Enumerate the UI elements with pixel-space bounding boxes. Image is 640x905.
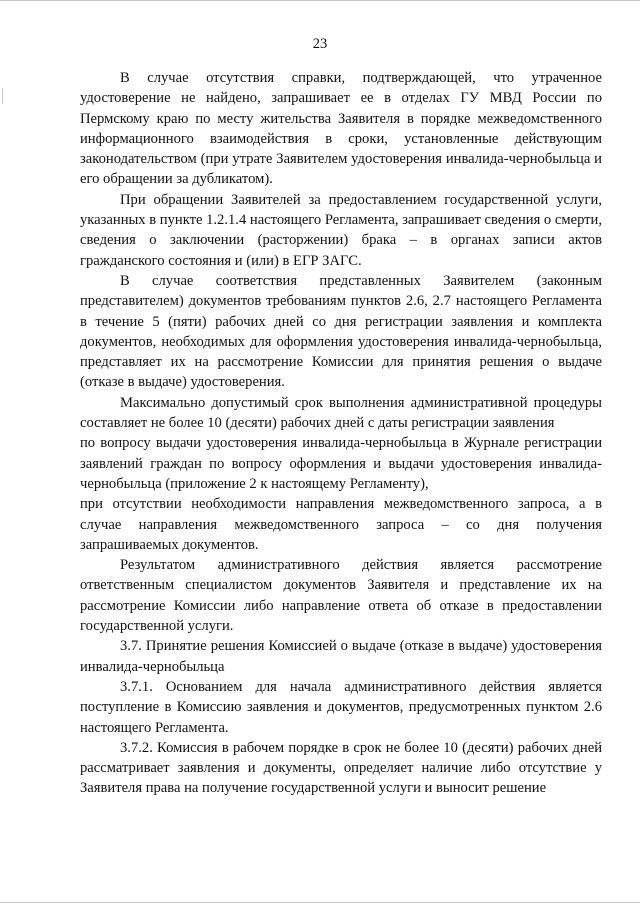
scan-edge-left (2, 88, 3, 104)
page-number: 23 (312, 36, 328, 52)
paragraph: Максимально допустимый срок выполнения административной процедуры составляет не более 10 (десяти) рабочих дней с даты регистрации заявления (80, 394, 602, 432)
paragraph: В случае соответствия представленных Заявителем (законным представителем) документов требованиям пунктов 2.6, 2.7 настоящего Регламента в течение 5 (пяти) рабочих дней со дня регистрации заявления и комплекта документов, необходимых для оформления удостоверения инвалида-чернобыльца, представляет их на рассмотрение Комиссии для принятия решения о выдаче (отказе в выдаче) удостоверения. (80, 272, 602, 391)
paragraph: При обращении Заявителей за предоставлением государственной услуги, указанных в пункте 1.2.1.4 настоящего Регламента, запрашивает сведения о смерти, сведения о заключении (расторжении) брака – в органах записи актов гражданского состояния и (или) в ЕГР ЗАГС. (80, 191, 603, 269)
scan-edge-bottom (0, 902, 640, 903)
paragraph: при отсутствии необходимости направления межведомственного запроса, а в случае направления межведомственного запроса – со дня получения запрашиваемых документов. (80, 496, 602, 553)
scan-edge-top (0, 0, 640, 1)
paragraph: 3.7.2. Комиссия в рабочем порядке в срок не более 10 (десяти) рабочих дней рассматривает заявления и документы, определяет наличие либо отсутствие у Заявителя права на получение государственной услуги и выносит решение (80, 739, 602, 797)
paragraph: 3.7.1. Основанием для начала административного действия является поступление в Комиссию заявления и документов, предусмотренных пунктом 2.6 настоящего Регламента. (80, 678, 602, 736)
document-body (80, 68, 602, 799)
paragraph: Результатом административного действия является рассмотрение ответственным специалистом документов Заявителя и представление их на рассмотрение Комиссии либо направление ответа об отказе в предоставлении государственной услуги. (80, 557, 602, 635)
paragraph: по вопросу выдачи удостоверения инвалида-чернобыльца в Журнале регистрации заявлений граждан по вопросу оформления и выдачи удостоверения инвалида-чернобыльца (приложение 2 к настоящему Регламенту), (80, 435, 602, 492)
section-heading-3-7: 3.7. Принятие решения Комиссией о выдаче (отказе в выдаче) удостоверения инвалида-чернобыльца (80, 638, 602, 675)
paragraph: В случае отсутствия справки, подтверждающей, что утраченное удостоверение не найдено, запрашивает ее в отделах ГУ МВД России по Пермскому краю по месту жительства Заявителя в порядке межведомственного информационного взаимодействия в сроки, установленные действующим законодательством (при утрате Заявителем удостоверения инвалида-чернобыльца и его обращении за дубликатом). (80, 70, 602, 188)
